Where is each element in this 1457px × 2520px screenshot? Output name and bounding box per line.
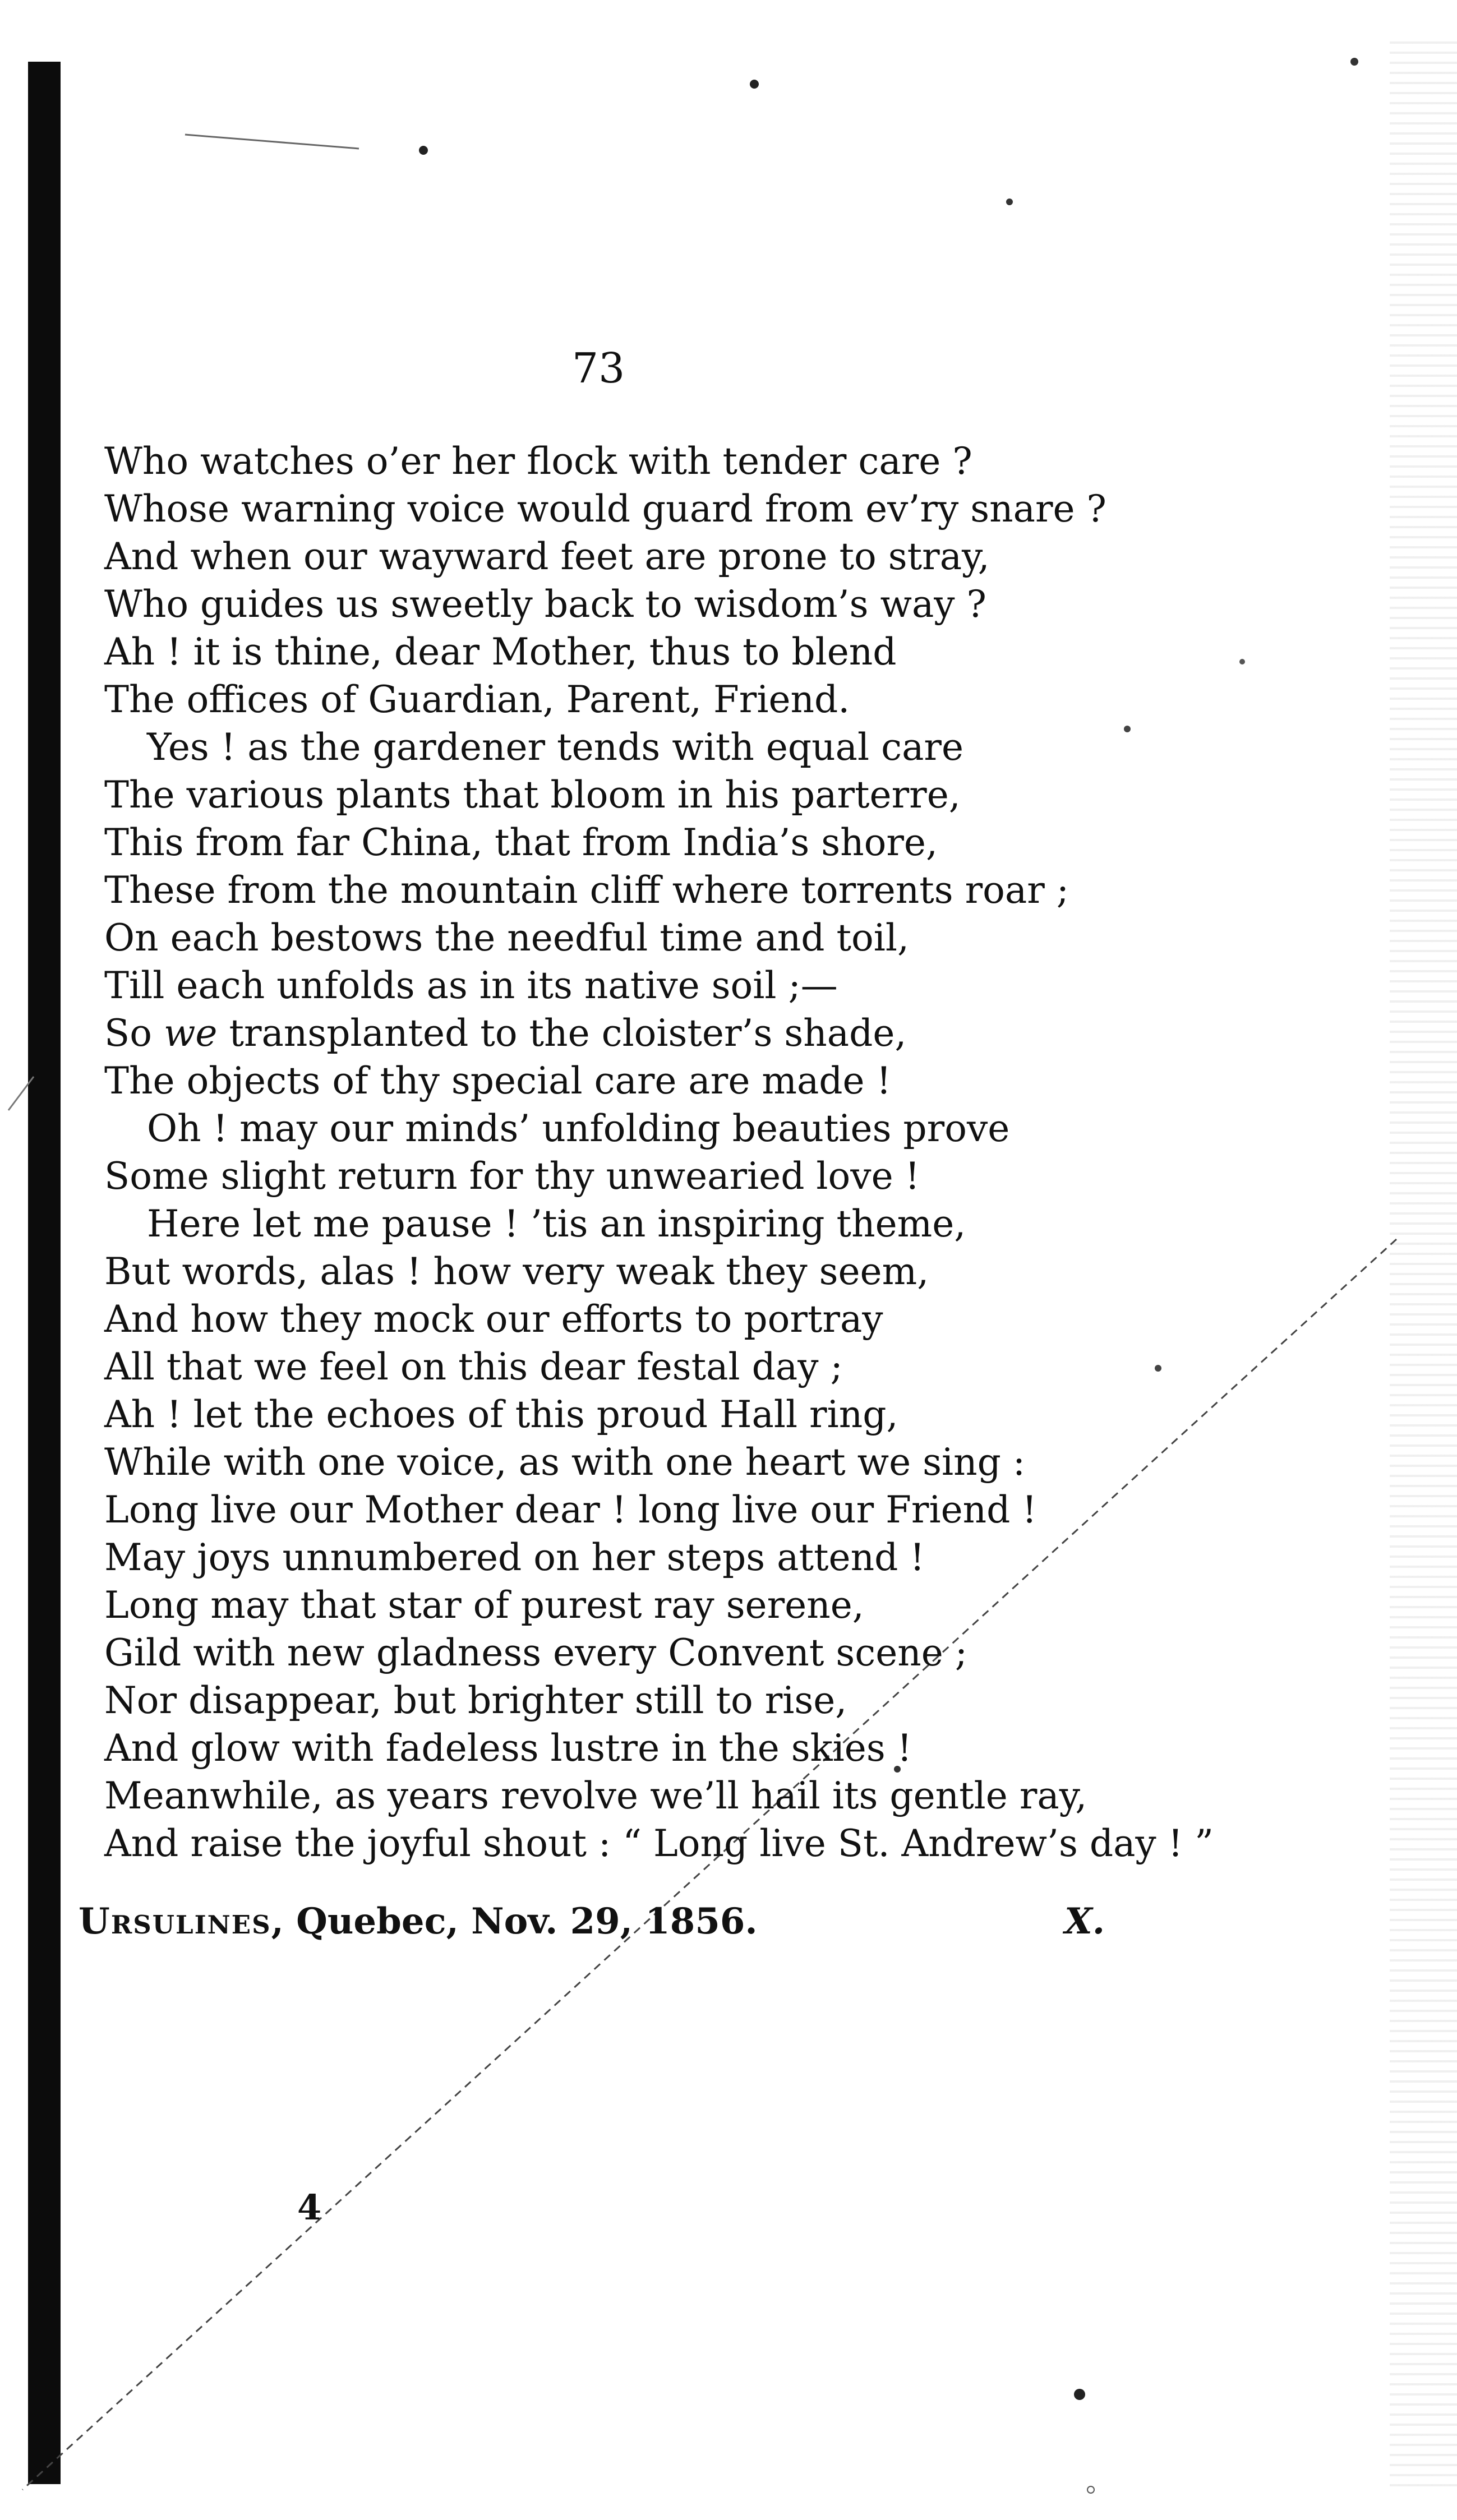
speck-9 xyxy=(1239,659,1245,664)
poem-line: All that we feel on this dear festal day ; xyxy=(104,1345,843,1388)
poem-line: On each bestows the needful time and toil, xyxy=(104,916,909,959)
poem-line: Long live our Mother dear ! long live our Friend ! xyxy=(104,1488,1037,1531)
poem-line: Gild with new gladness every Convent scene ; xyxy=(104,1631,968,1674)
poem-line: Till each unfolds as in its native soil ;— xyxy=(104,964,838,1007)
signature-place xyxy=(79,1900,758,1942)
poem-line: Here let me pause ! ’tis an inspiring theme, xyxy=(147,1202,966,1245)
signature-initial: X. xyxy=(1064,1900,1105,1942)
poem-line: Whose warning voice would guard from ev’ry snare ? xyxy=(104,487,1106,530)
scratch-line-top xyxy=(185,135,359,149)
scratch-line-left xyxy=(8,1077,34,1110)
speck-10 xyxy=(1087,2486,1094,2493)
poem-text xyxy=(104,437,1214,1867)
poem-line: And glow with fadeless lustre in the skies ! xyxy=(104,1727,912,1770)
printer-signature-mark: 4 xyxy=(297,2187,322,2228)
poem-line: Oh ! may our minds’ unfolding beauties prove xyxy=(147,1107,1010,1150)
emphasized-word: we xyxy=(163,1012,218,1055)
poem-line: Ah ! let the echoes of this proud Hall ring, xyxy=(104,1393,898,1436)
poem-line: While with one voice, as with one heart we sing : xyxy=(104,1441,1026,1484)
poem-line: Who watches o’er her flock with tender care ? xyxy=(104,440,972,483)
poem-line: This from far China, that from India’s shore, xyxy=(104,821,938,864)
poem-line: And when our wayward feet are prone to stray, xyxy=(104,535,990,578)
signature-place-smallcaps: Ursulines xyxy=(79,1900,271,1942)
poem-line: Some slight return for thy unwearied love ! xyxy=(104,1155,920,1198)
poem-line: Long may that star of purest ray serene, xyxy=(104,1584,864,1627)
poem-line: The objects of thy special care are made ! xyxy=(104,1059,892,1102)
speck-1 xyxy=(419,146,428,155)
poem-line: And raise the joyful shout : “ Long live St. Andrew’s day ! ” xyxy=(104,1822,1214,1865)
poem-line: The various plants that bloom in his parterre, xyxy=(104,773,961,816)
speck-3 xyxy=(1006,199,1013,205)
poem-line: May joys unnumbered on her steps attend ! xyxy=(104,1536,925,1579)
poem-line: Meanwhile, as years revolve we’ll hail its gentle ray, xyxy=(104,1774,1087,1817)
page-number: 73 xyxy=(572,344,625,393)
signature-line xyxy=(79,1900,1105,1942)
signature-place-rest: , Quebec, Nov. 29, 1856. xyxy=(271,1900,758,1942)
speck-2 xyxy=(750,80,759,89)
speck-4 xyxy=(1350,58,1358,66)
speck-6 xyxy=(1074,2389,1085,2400)
poem-line: And how they mock our efforts to portray xyxy=(104,1298,883,1341)
poem-line: Nor disappear, but brighter still to rise, xyxy=(104,1679,847,1722)
poem-line: These from the mountain cliff where torrents roar ; xyxy=(104,869,1069,912)
poem-line: Ah ! it is thine, dear Mother, thus to blend xyxy=(104,630,897,673)
poem-line: Yes ! as the gardener tends with equal care xyxy=(147,726,964,769)
poem-line: But words, alas ! how very weak they seem, xyxy=(104,1250,929,1293)
poem-line: So we transplanted to the cloister’s shade, xyxy=(104,1012,907,1055)
poem-line: The offices of Guardian, Parent, Friend. xyxy=(104,678,850,721)
poem-line: Who guides us sweetly back to wisdom’s way ? xyxy=(104,583,986,626)
